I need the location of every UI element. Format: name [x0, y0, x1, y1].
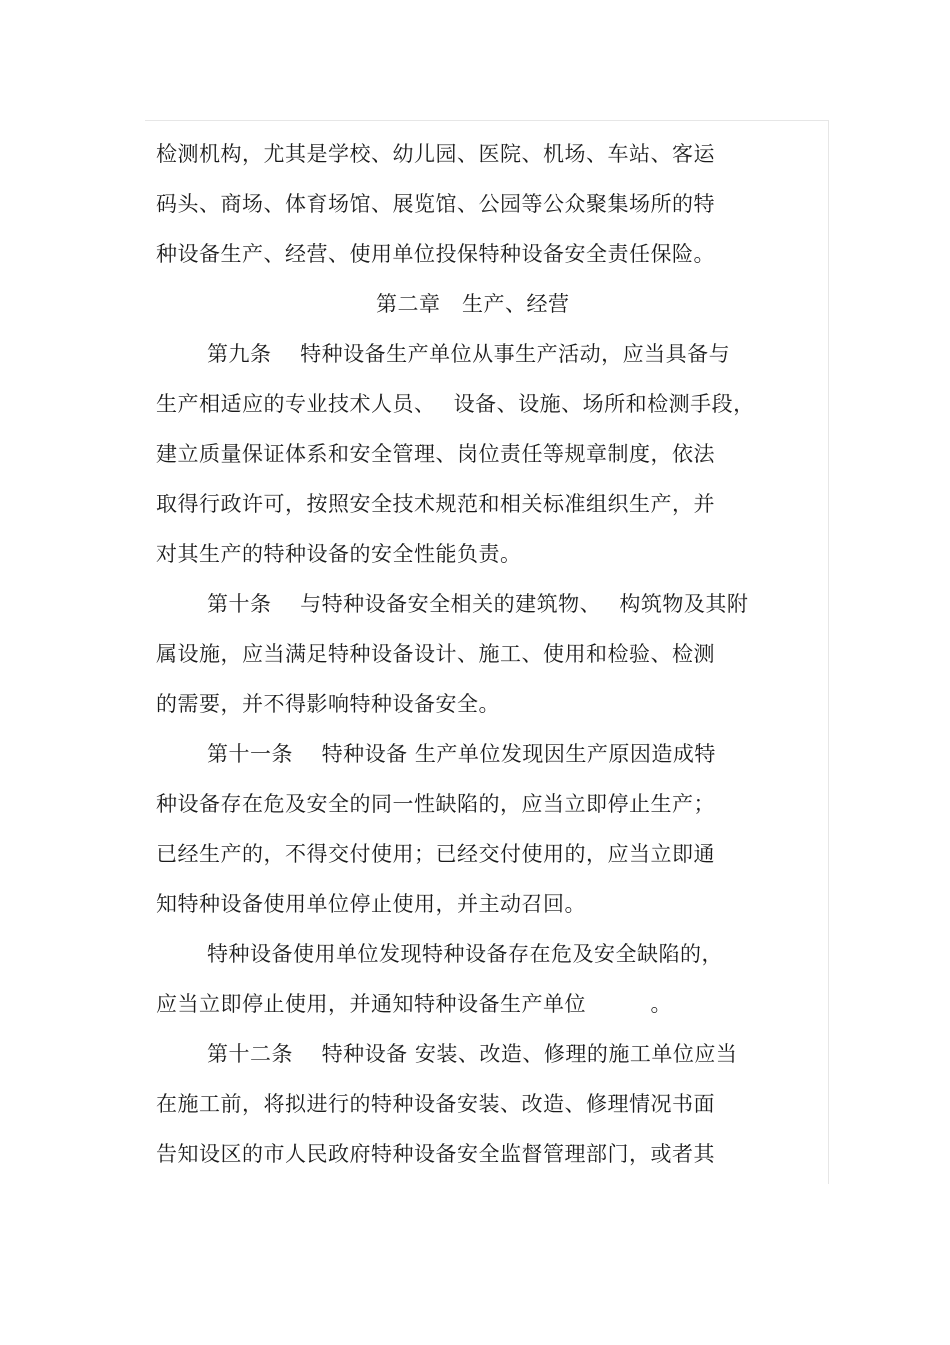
- text-line-6: 建立质量保证体系和安全管理、岗位责任等规章制度，依法: [156, 442, 715, 466]
- text-line-13: 种设备存在危及安全的同一性缺陷的，应当立即停止生产；: [156, 792, 715, 816]
- article-10-first-line: 第十条 与特种设备安全相关的建筑物、 构筑物及其附: [207, 592, 749, 616]
- text-line-19: 在施工前，将拟进行的特种设备安装、改造、修理情况书面: [156, 1092, 715, 1116]
- text-line-15: 知特种设备使用单位停止使用，并主动召回。: [156, 892, 586, 916]
- text-line-14: 已经生产的，不得交付使用；已经交付使用的，应当立即通: [156, 842, 715, 866]
- text-line-5: 生产相适应的专业技术人员、 设备、设施、场所和检测手段，: [156, 392, 755, 416]
- article-11-first-line: 第十一条 特种设备 生产单位发现因生产原因造成特: [207, 742, 716, 766]
- text-line-17: 应当立即停止使用，并通知特种设备生产单位 。: [156, 992, 672, 1016]
- chapter-heading: 第二章 生产、经营: [376, 292, 570, 316]
- article-9-first-line: 第九条 特种设备生产单位从事生产活动，应当具备与: [207, 342, 731, 366]
- text-line-8: 对其生产的特种设备的安全性能负责。: [156, 542, 522, 566]
- text-line-1: 检测机构，尤其是学校、幼儿园、医院、机场、车站、客运: [156, 142, 715, 166]
- text-line-20: 告知设区的市人民政府特种设备安全监督管理部门，或者其: [156, 1142, 715, 1166]
- text-line-11: 的需要，并不得影响特种设备安全。: [156, 692, 500, 716]
- article-12-first-line: 第十二条 特种设备 安装、改造、修理的施工单位应当: [207, 1042, 738, 1066]
- text-line-7: 取得行政许可，按照安全技术规范和相关标准组织生产，并: [156, 492, 715, 516]
- paragraph-first-line: 特种设备使用单位发现特种设备存在危及安全缺陷的，: [207, 942, 723, 966]
- text-line-10: 属设施，应当满足特种设备设计、施工、使用和检验、检测: [156, 642, 715, 666]
- text-line-2: 码头、商场、体育场馆、展览馆、公园等公众聚集场所的特: [156, 192, 715, 216]
- text-line-3: 种设备生产、经营、使用单位投保特种设备安全责任保险。: [156, 242, 715, 266]
